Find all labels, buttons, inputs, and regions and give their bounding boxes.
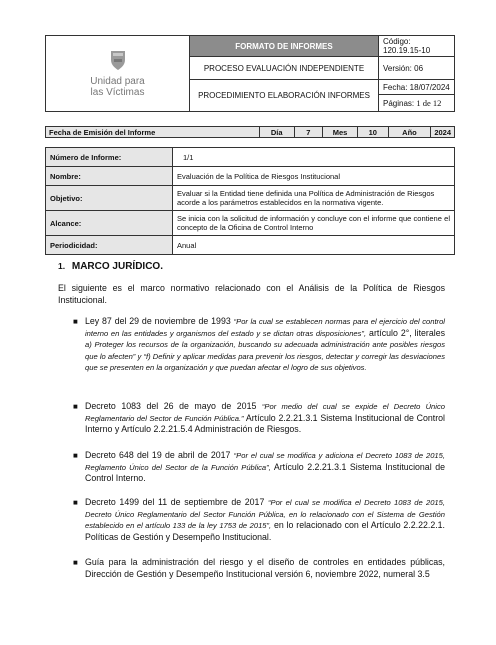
list-item bbox=[73, 497, 445, 543]
emission-date-row bbox=[45, 126, 455, 138]
info-value: 1/1 bbox=[173, 148, 455, 167]
mes-value: 10 bbox=[357, 127, 388, 138]
item-lead: Decreto 1083 del 26 de mayo de 2015 bbox=[85, 401, 262, 411]
info-row bbox=[46, 211, 455, 236]
coat-of-arms-icon bbox=[108, 49, 128, 73]
item-quote: “Por medio del cual se expide el Decreto Único Reglamentario del Sector de Función Pública.” bbox=[85, 402, 445, 423]
codigo: Código: 120.19.15-10 bbox=[379, 36, 455, 57]
list-item bbox=[73, 401, 445, 436]
section-heading bbox=[58, 261, 163, 272]
logo-cell bbox=[46, 36, 190, 112]
item-quote-2: a) Proteger los recursos de la organización, buscando su adecuada administración ante posibles riesgos que lo afecten” y “f) Definir y aplicar medidas para prevenir los riesgos, detectar y corregir las desviaciones que se presenten en la organización y que puedan afectar el logro de sus objetivos. bbox=[85, 340, 445, 372]
item-text: artículo 2°, literales bbox=[366, 327, 445, 338]
mes-label: Mes bbox=[323, 127, 358, 138]
form-title: FORMATO DE INFORMES bbox=[190, 36, 379, 57]
bullet-icon: ■ bbox=[73, 451, 78, 460]
dia-label: Día bbox=[259, 127, 294, 138]
info-row bbox=[46, 236, 455, 255]
item-quote: “Por la cual se establecen normas para el ejercicio del control interno en las entidades y organismos del estado y se dictan otras disposiciones”, bbox=[85, 317, 445, 338]
item-lead: Guía para la administración del riesgo y el diseño de controles en entidades públicas, Dirección de Gestión y Desempeño Institucional versión 6, noviembre 2022, numeral 3.5 bbox=[85, 557, 445, 579]
logo-text-line1: Unidad para bbox=[90, 76, 145, 87]
section-number: 1. bbox=[58, 261, 66, 271]
paginas bbox=[379, 95, 455, 112]
dia-value: 7 bbox=[294, 127, 323, 138]
list-item bbox=[73, 316, 445, 374]
info-key: Nombre: bbox=[46, 167, 173, 186]
bullet-icon: ■ bbox=[73, 498, 78, 507]
info-key: Objetivo: bbox=[46, 186, 173, 211]
version: Versión: 06 bbox=[379, 57, 455, 80]
logo-text-line2: las Víctimas bbox=[90, 87, 145, 98]
item-lead: Decreto 648 del 19 de abril de 2017 bbox=[85, 450, 234, 460]
info-value: Se inicia con la solicitud de información y concluye con el informe que contiene el concepto de la Oficina de Control Interno bbox=[173, 211, 455, 236]
ano-value: 2024 bbox=[431, 127, 455, 138]
list-item bbox=[73, 557, 445, 580]
paginas-label: Páginas: bbox=[383, 99, 415, 108]
document-header bbox=[45, 35, 455, 112]
info-key: Alcance: bbox=[46, 211, 173, 236]
info-value: Evaluación de la Política de Riesgos Institucional bbox=[173, 167, 455, 186]
emission-label: Fecha de Emisión del Informe bbox=[46, 127, 260, 138]
info-value: Evaluar si la Entidad tiene definida una Política de Administración de Riesgos acorde a los parámetros establecidos en la normativa vigente. bbox=[173, 186, 455, 211]
list-item bbox=[73, 450, 445, 485]
bullet-icon: ■ bbox=[73, 402, 78, 411]
info-key: Número de Informe: bbox=[46, 148, 173, 167]
bullet-icon: ■ bbox=[73, 317, 78, 326]
info-row bbox=[46, 148, 455, 167]
bullet-icon: ■ bbox=[73, 558, 78, 567]
paginas-value: 1 de 12 bbox=[416, 98, 442, 108]
item-text: Artículo 2.2.21.3.1 Sistema Institucional de Control Interno y Artículo 2.2.21.5.4 Administración de Riesgos. bbox=[85, 412, 445, 434]
procedimiento: PROCEDIMIENTO ELABORACIÓN INFORMES bbox=[190, 80, 379, 112]
info-value: Anual bbox=[173, 236, 455, 255]
item-text: Artículo 2.2.21.3.1 Sistema Institucional de Control Interno. bbox=[85, 461, 445, 483]
info-row bbox=[46, 186, 455, 211]
item-lead: Decreto 1499 del 11 de septiembre de 2017 bbox=[85, 497, 268, 507]
item-text: en lo relacionado con el Artículo 2.2.22.2.1. Políticas de Gestión y Desempeño Institucional. bbox=[85, 520, 445, 542]
report-info-table bbox=[45, 147, 455, 255]
info-row bbox=[46, 167, 455, 186]
section-intro: El siguiente es el marco normativo relacionado con el Análisis de la Política de Riesgos Institucional. bbox=[58, 283, 445, 305]
item-quote: “Por el cual se modifica y adiciona el Decreto 1083 de 2015, Reglamento Único del Sector de la Función Pública”, bbox=[85, 451, 445, 472]
fecha: Fecha: 18/07/2024 bbox=[379, 80, 455, 95]
item-quote: “Por el cual se modifica el Decreto 1083 de 2015, Decreto Único Reglamentario del Sector Función Pública, en lo relacionado con el Sistema de Gestión establecido en el artículo 133 de la ley 1753 de 2015”, bbox=[85, 498, 445, 530]
item-lead: Ley 87 del 29 de noviembre de 1993 bbox=[85, 316, 234, 326]
proceso: PROCESO EVALUACIÓN INDEPENDIENTE bbox=[190, 57, 379, 80]
ano-label: Año bbox=[388, 127, 431, 138]
info-key: Periodicidad: bbox=[46, 236, 173, 255]
section-title: MARCO JURÍDICO. bbox=[71, 261, 163, 272]
